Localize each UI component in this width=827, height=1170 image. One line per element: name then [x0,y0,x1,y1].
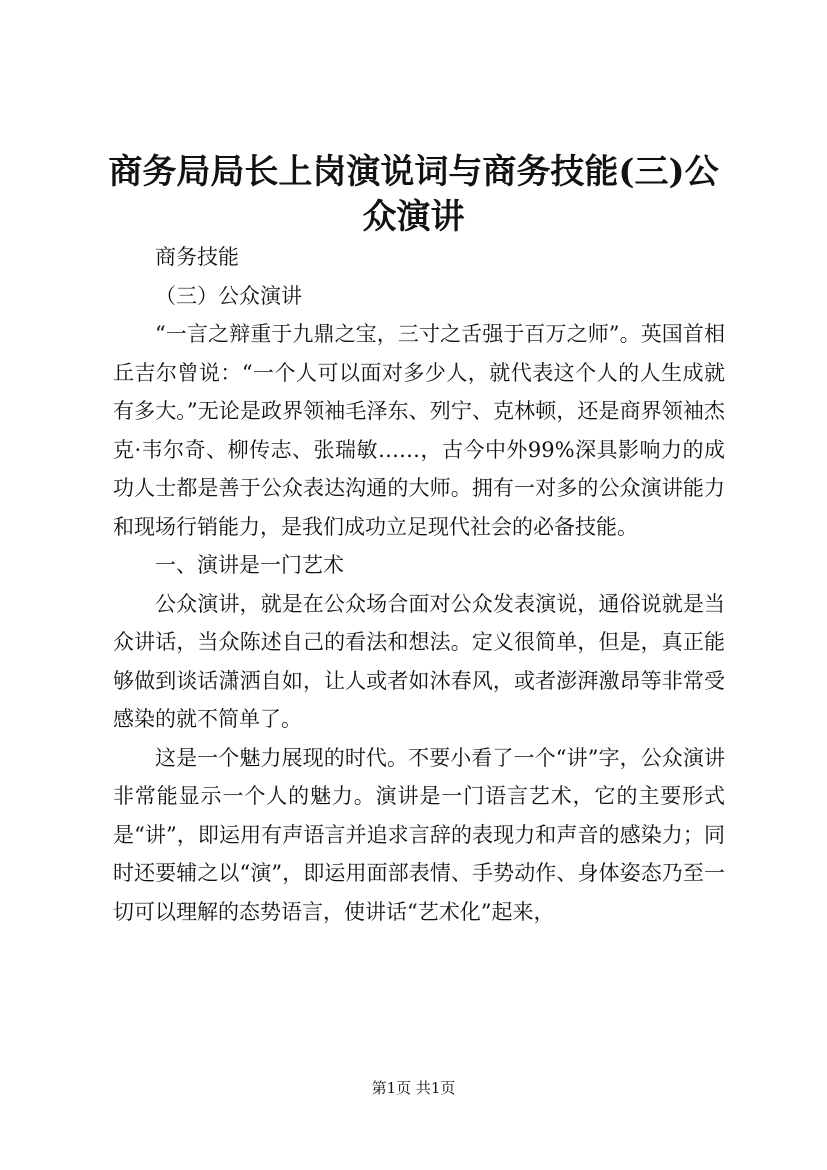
point-heading: 一、演讲是一门艺术 [155,553,344,577]
section-heading: 商务技能 [155,245,239,269]
paragraph: “一言之辩重于九鼎之宝，三寸之舌强于百万之师”。英国首相丘吉尔曾说：“一个人可以面对多少人，就代表这个人的人生成就有多大。”无论是政界领袖毛泽东、列宁、克林顿，还是商界领袖杰克·韦尔奇、柳传志、张瑞敏……，古今中外99%深具影响力的成功人士都是善于公众表达沟通的大师。拥有一对多的公众演讲能力和现场行销能力，是我们成功立足现代社会的必备技能。 [113,322,725,539]
document-body [113,238,725,931]
paragraph: 这是一个魅力展现的时代。不要小看了一个“讲”字，公众演讲非常能显示一个人的魅力。演讲是一门语言艺术，它的主要形式是“讲”，即运用有声语言并追求言辞的表现力和声音的感染力；同时还要辅之以“演”，即运用面部表情、手势动作、身体姿态乃至一切可以理解的态势语言，使讲话“艺术化”起来， [113,745,725,924]
page-number: 第1页 共1页 [371,1079,456,1097]
subsection-heading: （三）公众演讲 [155,283,302,308]
document-title: 商务局局长上岗演说词与商务技能(三)公众演讲 [108,152,719,237]
paragraph: 公众演讲，就是在公众场合面对公众发表演说，通俗说就是当众讲话，当众陈述自己的看法和想法。定义很简单，但是，真正能够做到谈话潇洒自如，让人或者如沐春风，或者澎湃激昂等非常受感染的就不简单了。 [113,591,725,731]
